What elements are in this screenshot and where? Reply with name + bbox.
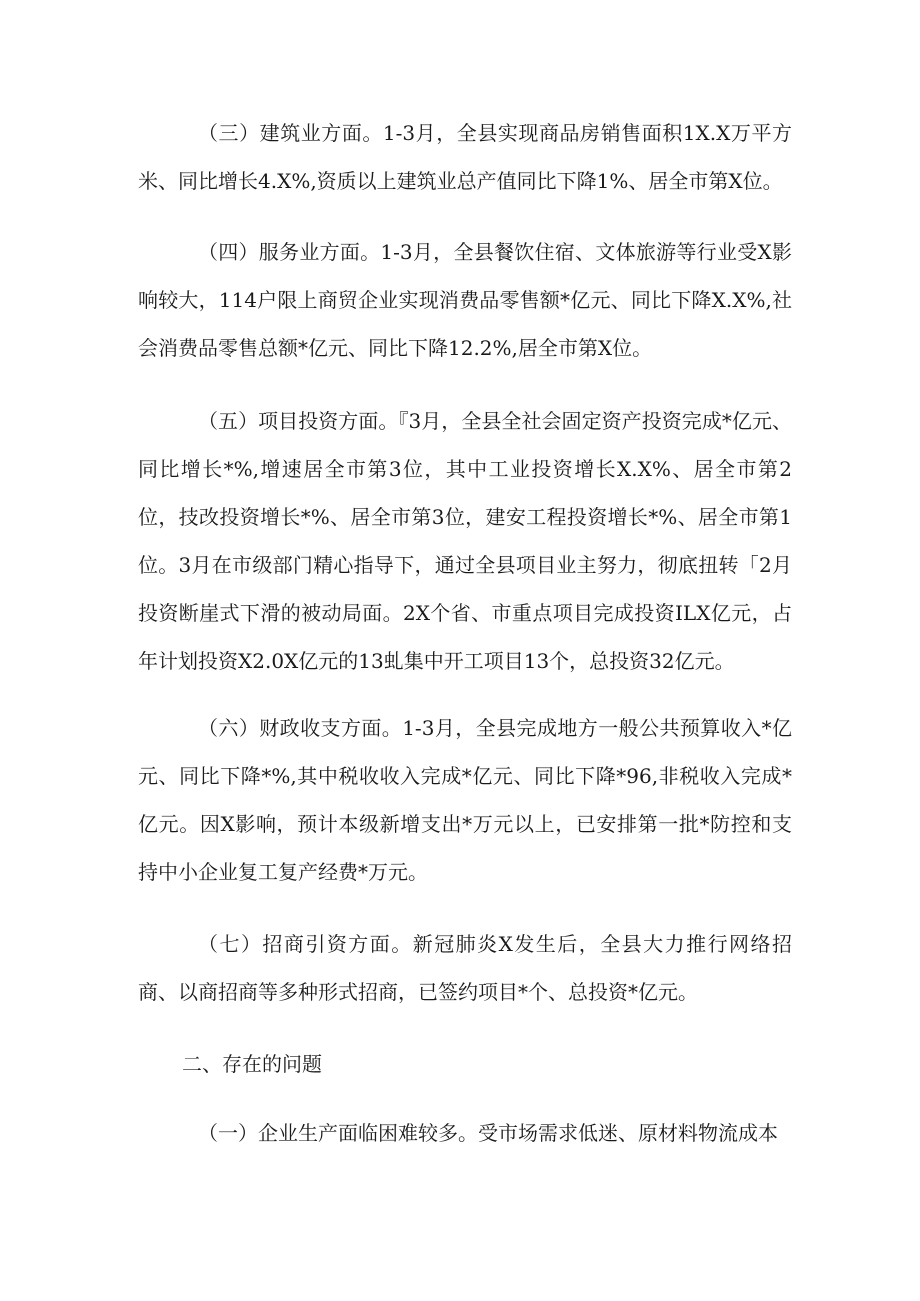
paragraph-enterprise-difficulties: （一）企业生产面临困难较多。受市场需求低迷、原材料物流成本 <box>198 1121 778 1145</box>
section-heading-problems: 二、存在的问题 <box>182 1052 322 1076</box>
paragraph-project-investment: （五）项目投资方面。『3月，全县全社会固定资产投资完成*亿元、同比增长*%,增速居全市第3位，其中工业投资增长X.X%、居全市第2位，技改投资增长*%、居全市第3位，建安工程投资增长*%、居全市第1位。3月在市级部门精心指导下，通过全县项目业主努力，彻底扭转「2月投资断崖式下滑的被动局面。2X个省、市重点项目完成投资ILX亿元，占年计划投资X2.0X亿元的13虬集中开工项目13个，总投资32亿元。 <box>138 409 792 673</box>
paragraph-investment-attraction: （七）招商引资方面。新冠肺炎X发生后，全县大力推行网络招商、以商招商等多种形式招商，已签约项目*个、总投资*亿元。 <box>138 932 792 1004</box>
paragraph-services: （四）服务业方面。1-3月，全县餐饮住宿、文体旅游等行业受X影响较大，114户限上商贸企业实现消费品零售额*亿元、同比下降X.X%,社会消费品零售总额*亿元、同比下降12.2%,居全市第X位。 <box>138 240 792 360</box>
paragraph-construction: （三）建筑业方面。1-3月，全县实现商品房销售面积1X.X万平方米、同比增长4.X%,资质以上建筑业总产值同比下降1%、居全市第X位。 <box>138 121 792 193</box>
paragraph-fiscal: （六）财政收支方面。1-3月，全县完成地方一般公共预算收入*亿元、同比下降*%,其中税收收入完成*亿元、同比下降*96,非税收入完成*亿元。因X影响，预计本级新增支出*万元以上，已安排第一批*防控和支持中小企业复工复产经费*万元。 <box>138 716 792 884</box>
